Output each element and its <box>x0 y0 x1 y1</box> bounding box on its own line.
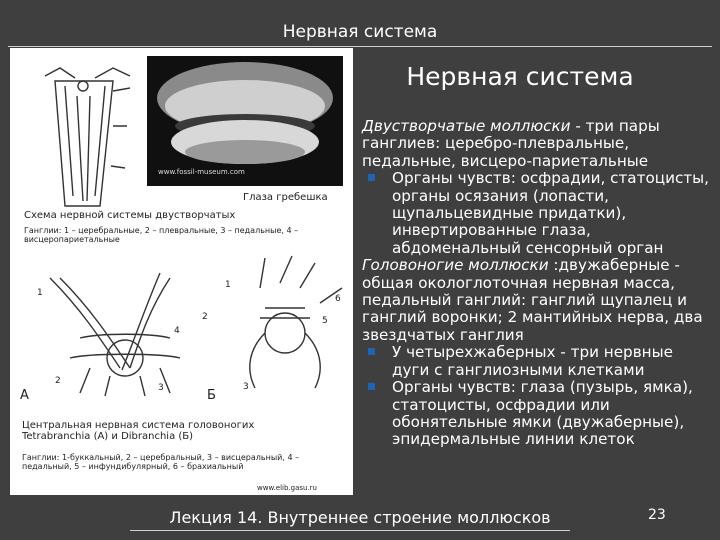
cephalopod-caption: Центральная нервная система головоногих Tetrabranchia (А) и Dibranchia (Б) <box>22 420 255 442</box>
tetrabranchia-text: У четырехжаберных - три нервные дуги с ганглиозными клетками <box>392 343 673 379</box>
paragraph-tetrabranchia <box>362 344 712 379</box>
paragraph-cephalopod-senses <box>362 379 712 449</box>
bivalve-senses-text: Органы чувств: осфрадии, статоцисты, органы осязания (лопасти, щупальцевидные придатки), инвертированные глаза, абдоменальный сенсорный орган <box>392 169 709 257</box>
label-a-2: 2 <box>55 376 61 386</box>
label-b-1: 1 <box>225 280 231 290</box>
label-a-1: 1 <box>37 288 43 298</box>
header-bar <box>8 6 712 47</box>
label-b-5: 5 <box>322 316 328 326</box>
bivalve-nervous-system-drawing <box>35 56 135 211</box>
bivalves-term: Двустворчатые моллюски <box>362 117 571 135</box>
page-number: 23 <box>648 507 666 523</box>
header-title: Нервная система <box>282 22 438 42</box>
label-b: Б <box>207 388 216 403</box>
bullet-square-icon <box>368 174 375 181</box>
label-a: А <box>20 388 29 403</box>
bivalve-legend: Ганглии: 1 – церебральные, 2 – плевральные, 3 – педальные, 4 – висцеропариетальные <box>24 226 299 244</box>
paragraph-cephalopods <box>362 257 712 344</box>
label-a-3: 3 <box>158 383 164 393</box>
paragraph-bivalve-senses <box>362 170 712 257</box>
bivalves-text: - три пары ганглиев: церебро-плевральные, педальные, висцеро-париетальные <box>362 117 660 170</box>
figure-panel <box>10 48 353 495</box>
label-b-3: 3 <box>243 382 249 392</box>
source-url: www.elib.gasu.ru <box>257 484 317 492</box>
cephalopod-senses-text: Органы чувств: глаза (пузырь, ямка), статоцисты, осфрадии или обонятельные ямки (двужаберные), эпидермальные линии клеток <box>392 378 693 449</box>
cephalopods-text: :двужаберные - общая окологлоточная нервная масса, педальный ганглий: ганглий щупалец и ганглий воронки; 2 мантийных нерва, два звездчатых ганглия <box>362 256 703 344</box>
cephalopod-nervous-system-drawing <box>30 248 350 398</box>
cephalopod-legend: Ганглии: 1-буккальный, 2 – церебральный, 3 – висцеральный, 4 – педальный, 5 – инфундибулярный, 6 – брахиальный <box>22 453 300 471</box>
footer-lecture: Лекция 14. Внутреннее строение моллюсков <box>169 508 551 527</box>
bullet-square-icon <box>368 383 375 390</box>
label-a-4: 4 <box>174 326 180 336</box>
slide-title: Нервная система <box>406 62 634 91</box>
paragraph-bivalves <box>362 118 712 170</box>
label-b-2: 2 <box>202 312 208 322</box>
scallop-eyes-photo <box>147 56 343 186</box>
photo-caption: Глаза гребешка <box>243 192 328 203</box>
footer-divider <box>130 530 570 531</box>
photo-watermark: www.fossil-museum.com <box>158 168 245 176</box>
slide-body <box>362 118 712 449</box>
label-b-6: 6 <box>335 294 341 304</box>
bullet-square-icon <box>368 348 375 355</box>
bivalve-caption: Схема нервной системы двустворчатых <box>24 210 236 221</box>
cephalopods-term: Головоногие моллюски <box>362 256 549 275</box>
